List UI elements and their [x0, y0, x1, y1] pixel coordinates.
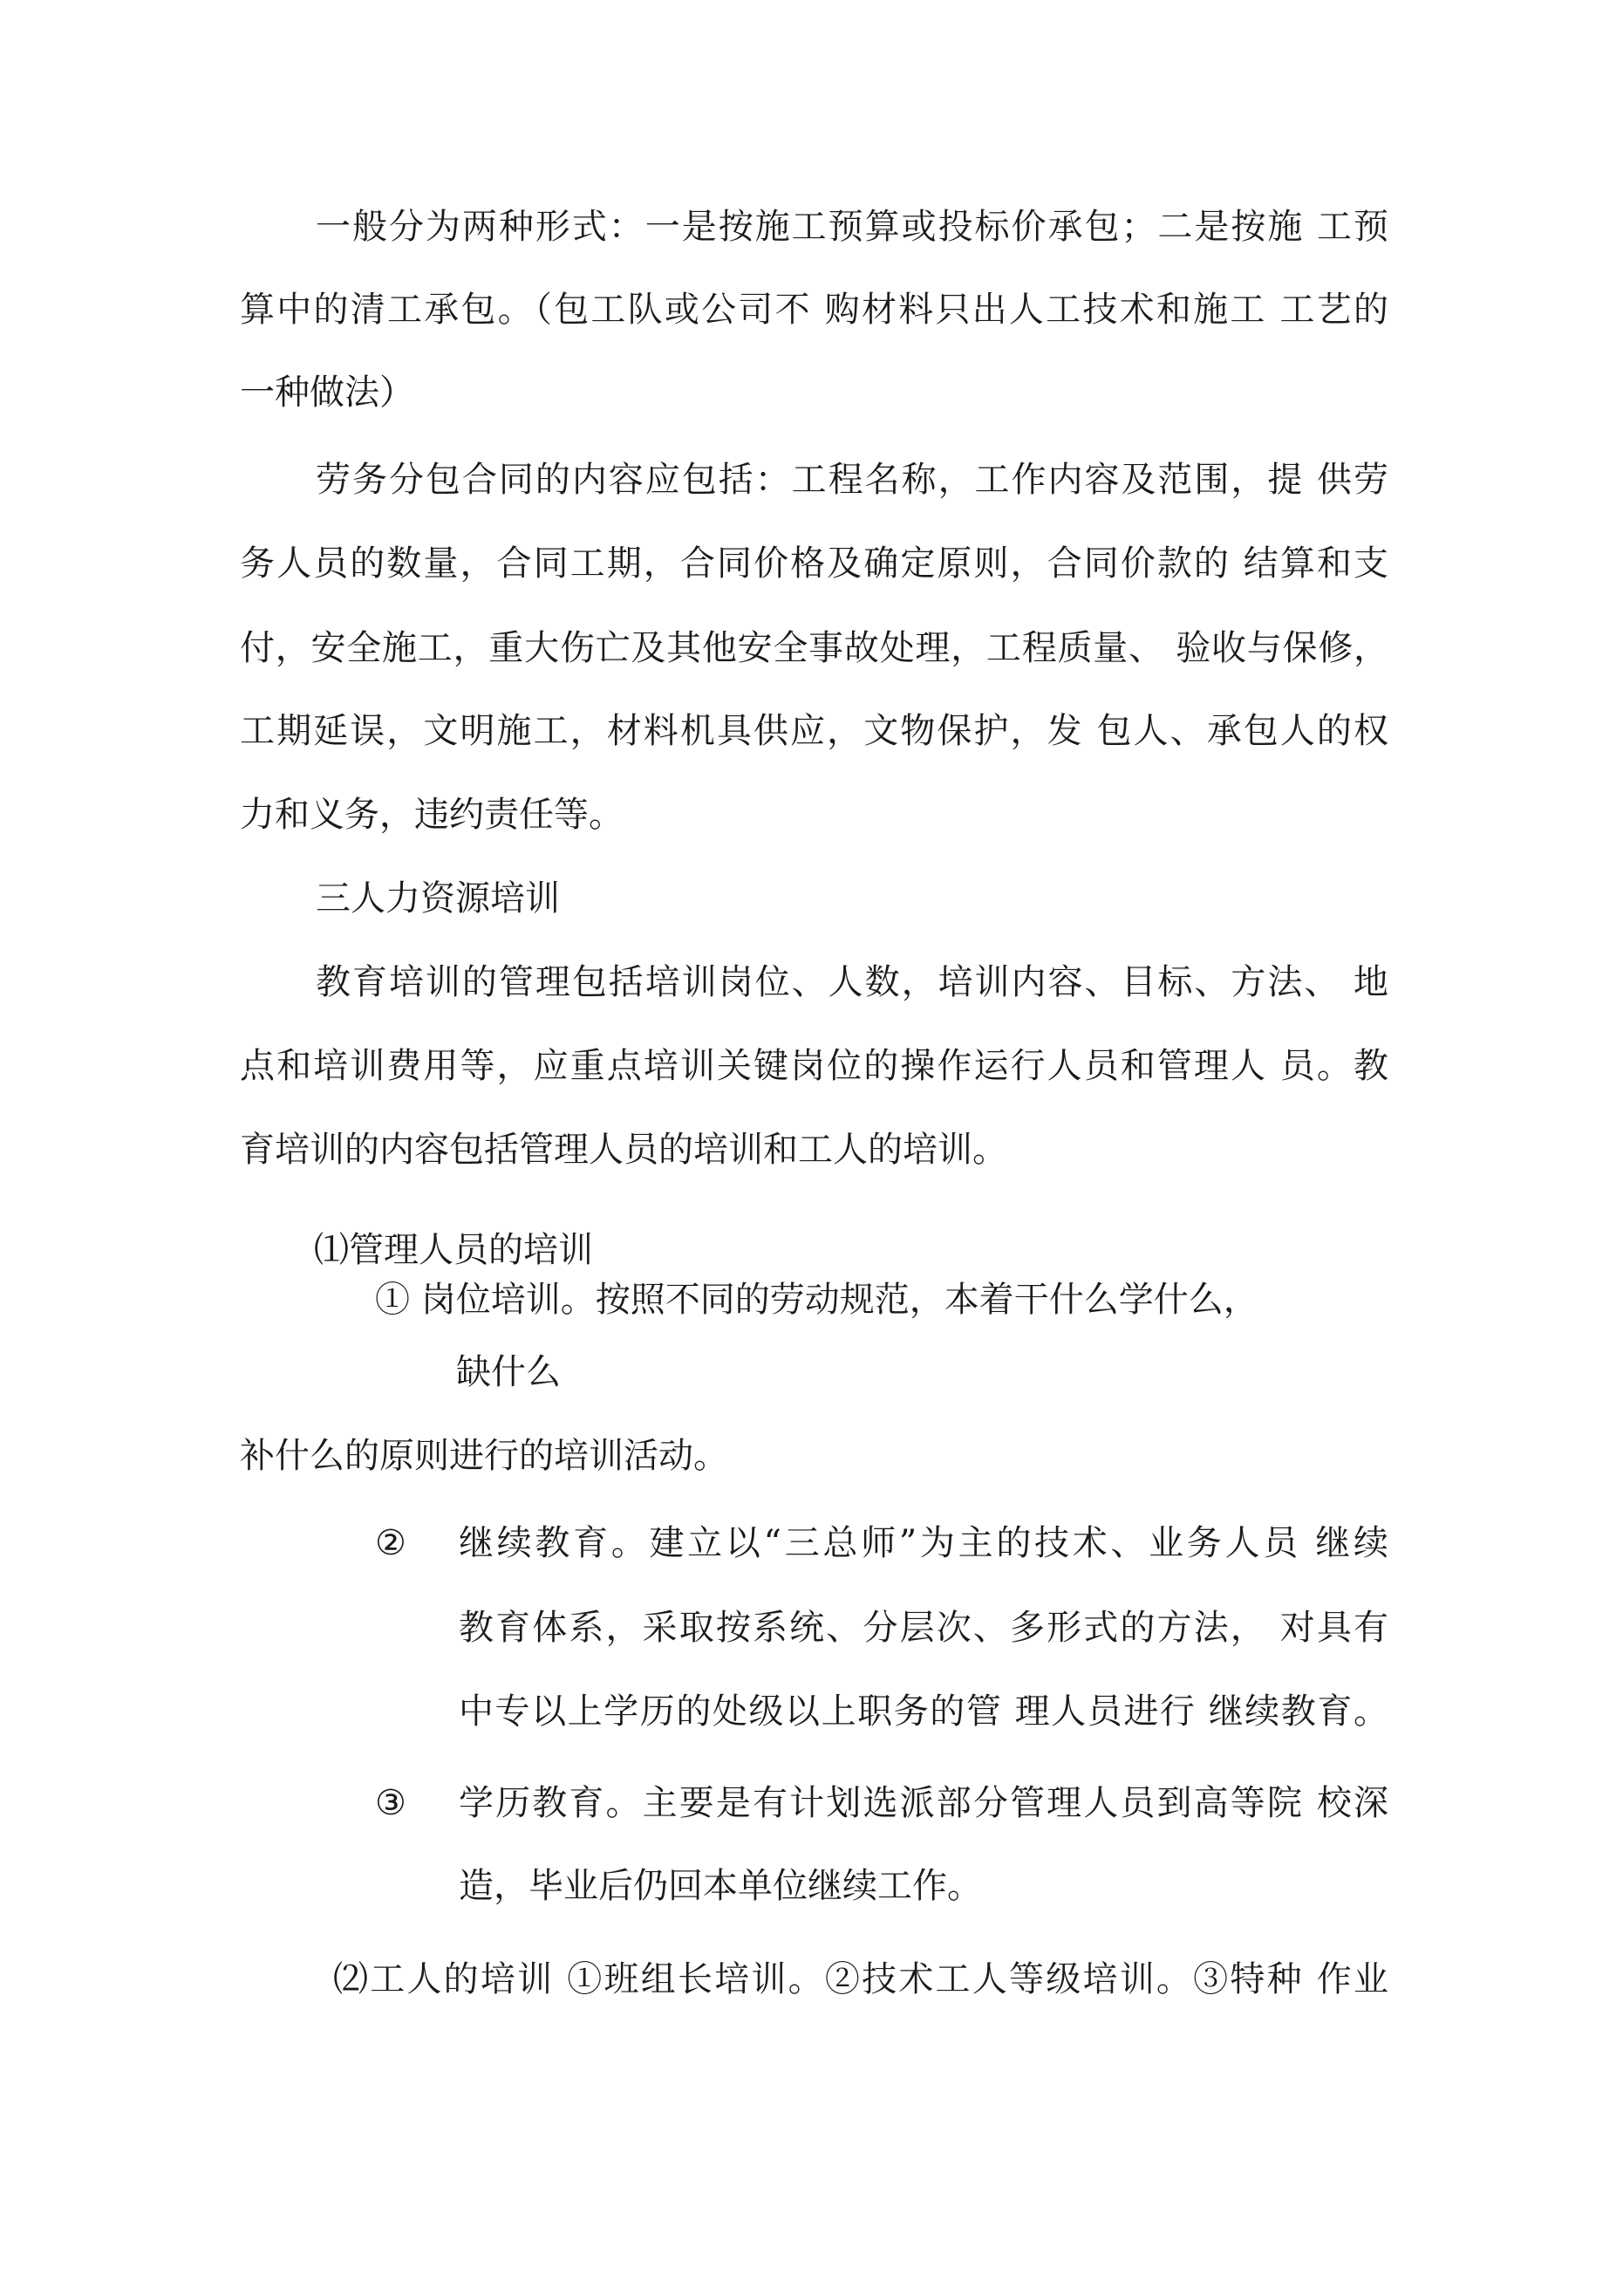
sub1-item1-line3: 补什么的原则进行的培训活动。	[240, 1436, 728, 1476]
para3-line3: 育培训的内容包括管理人员的培训和工人的培训。	[240, 1130, 1007, 1170]
sub2-line1: ⑵工人的培训 ①班组长培训。②技术工人等级培训。③特种 作业	[333, 1959, 1388, 1999]
para1-line1: 一般分为两种形式：一是按施工预算或投标价承包；二是按施 工预	[316, 207, 1388, 247]
sub1-item2-marker: ②	[375, 1523, 406, 1563]
sub1-item1-line1: ① 岗位培训。按照不同的劳动规范，本着干什么学什么，	[375, 1280, 1258, 1320]
sub1-item2-line3: 中专以上学历的处级以上职务的管 理人员进行 继续教育。	[459, 1691, 1388, 1732]
para2-line4: 工期延误，文明施工，材料机具供应，文物保护，发 包人、承包人的权	[240, 711, 1388, 751]
para1-line3: 一种做法）	[240, 372, 414, 413]
para2-line1: 劳务分包合同的内容应包括：工程名称，工作内容及范围，提 供劳	[316, 460, 1388, 500]
para1-line2: 算中的清工承包。（包工队或公司不 购材料只出人工技术和施工 工艺的	[240, 290, 1388, 330]
section-heading: 三人力资源培训	[316, 878, 560, 919]
sub1-item3-line1: 学历教育。主要是有计划选派部分管理人员到高等院 校深	[459, 1783, 1388, 1823]
para2-line2: 务人员的数量，合同工期，合同价格及确定原则，合同价款的 结算和支	[240, 543, 1388, 584]
para3-line1: 教育培训的管理包括培训岗位、人数，培训内容、目标、方法、 地	[316, 962, 1388, 1002]
para3-line2: 点和培训费用等，应重点培训关键岗位的操作运行人员和管理人 员。教	[240, 1046, 1388, 1086]
para2-line5: 力和义务，违约责任等。	[240, 795, 624, 835]
para2-line3: 付，安全施工，重大伤亡及其他安全事故处理，工程质量、 验收与保修，	[240, 628, 1388, 668]
sub1-item2-line2: 教育体系，采取按系统、分层次、多形式的方法， 对具有	[459, 1608, 1388, 1648]
sub1-item3-marker: ③	[375, 1783, 406, 1823]
sub1-item3-line2: 造，毕业后仍回本单位继续工作。	[459, 1866, 982, 1906]
sub1-item1-line2: 缺什么	[456, 1352, 561, 1392]
sub1-heading: ⑴管理人员的培训	[314, 1230, 593, 1270]
sub1-item2-line1: 继续教育。建立以“三总师”为主的技术、业务人员 继续	[459, 1523, 1388, 1563]
